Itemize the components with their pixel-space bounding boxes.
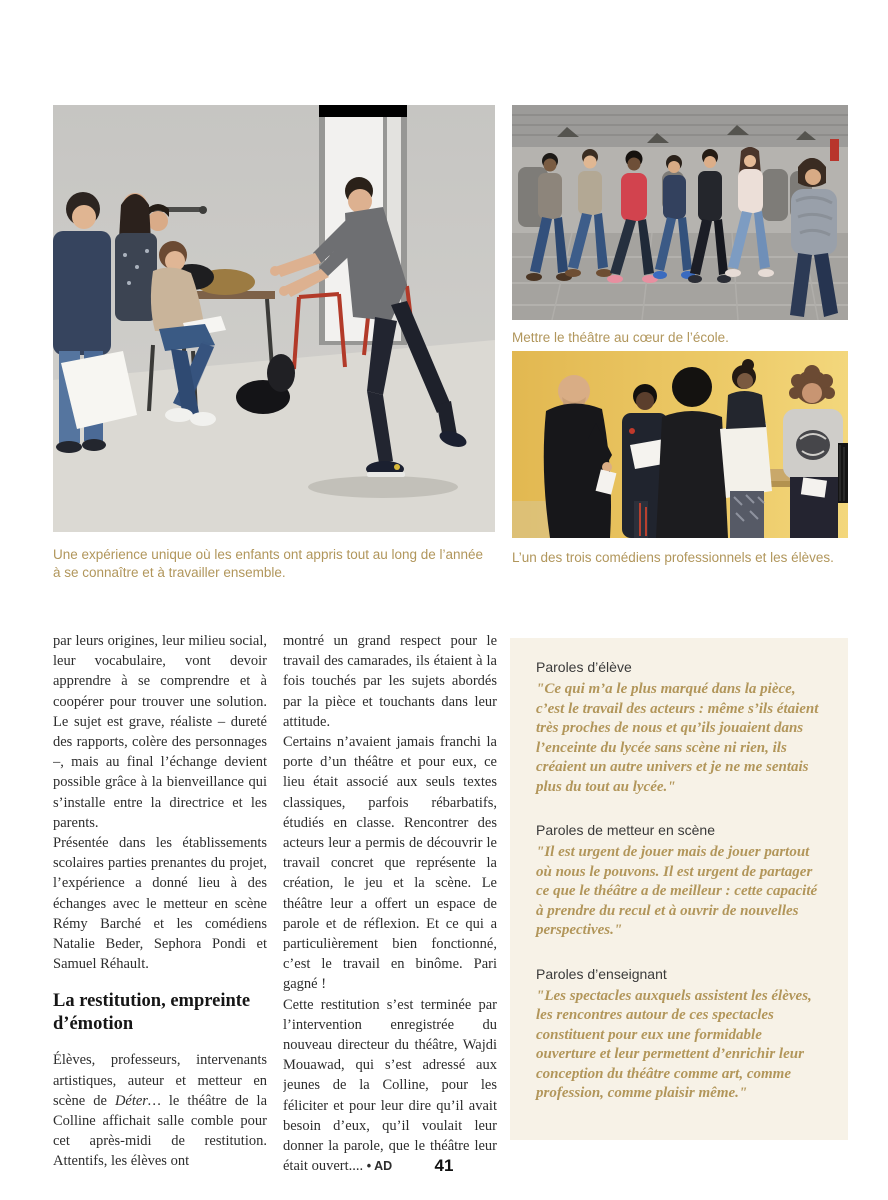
quote-text-teacher: "Les spectacles auxquels assistent les élèves, les rencontres autour de ces spectacles constituent pour eux une formidable ouverture et leur permettent d’enrichir leur conception du théâtre comme art, comme profession, comme plaisir même." bbox=[536, 987, 812, 1101]
quotes-panel bbox=[510, 638, 848, 1140]
quote-text-student: "Ce qui m’a le plus marqué dans la pièce, c’est le travail des acteurs : même s’ils étaient très proches de nous et qu’ils jouaient dans l’enceinte du lycée sans scène ni rien, ils créaient un autre univers et je ne me sentais plus du tout au lycée." bbox=[536, 681, 819, 795]
article-column-1 bbox=[53, 631, 267, 1176]
column1-p3-title-italic: Déter… bbox=[114, 1092, 161, 1109]
column2-paragraph-1: montré un grand respect pour le travail des camarades, ils étaient à la fois touchés par les sujets abordés par la pièce et touchants dans leur attitude. bbox=[283, 633, 497, 730]
main-photo-caption: Une expérience unique où les enfants ont appris tout au long de l’année à se connaître et à travailler ensemble. bbox=[53, 547, 484, 580]
quote-block-student bbox=[536, 658, 820, 797]
article-column-2 bbox=[283, 631, 497, 1176]
quote-label-director: Paroles de metteur en scène bbox=[536, 822, 715, 838]
section-heading: La restitution, empreinte d’émotion bbox=[53, 991, 251, 1035]
top-right-photo-caption: Mettre le théâtre au cœur de l’école. bbox=[512, 330, 729, 345]
quote-text-director: "Il est urgent de jouer mais de jouer partout où nous le pouvons. Il est urgent de partager ce que le théâtre a de meilleur : cette capacité à prendre du recul et à ouvrir de nouvelles perspectives." bbox=[536, 844, 818, 938]
quote-label-student: Paroles d’élève bbox=[536, 659, 632, 675]
column1-p3-post: le théâtre de la Colline affichait salle comble pour cet après-midi de restitution. Attentifs, les élèves ont bbox=[53, 1092, 267, 1170]
column2-paragraph-3 bbox=[283, 995, 497, 1176]
hall-photo-illustration bbox=[512, 105, 848, 320]
photo-students-walking-hall bbox=[512, 105, 848, 320]
page-number: 41 bbox=[434, 1156, 454, 1175]
quote-block-director bbox=[536, 821, 820, 941]
main-photo-classroom-rehearsal bbox=[53, 105, 495, 532]
author-signature: • AD bbox=[366, 1159, 393, 1174]
bottom-right-photo-caption: L’un des trois comédiens professionnels et les élèves. bbox=[512, 550, 834, 565]
yellow-room-photo-illustration bbox=[512, 351, 848, 538]
main-photo-illustration bbox=[53, 105, 495, 532]
quote-block-teacher bbox=[536, 965, 820, 1104]
quote-label-teacher: Paroles d’enseignant bbox=[536, 965, 667, 982]
column2-p3-text: Cette restitution s’est terminée par l’intervention enregistrée du nouveau directeur du théâtre, Wajdi Mouawad, qui s’est adressé aux jeunes de la Colline, pour les féliciter et pour leur dire qu’il avait besoin d’eux, qu’il voulait leur donner la parole, que le théâtre leur était ouvert.... bbox=[283, 996, 497, 1175]
column1-paragraph-1: par leurs origines, leur milieu social, leur vocabulaire, vont devoir apprendre à se comprendre et à coopérer pour trouver une solution. Le sujet est grave, réaliste – dureté des rapports, colère des personnages –, mais au final l’échange devient possible grâce à la bienveillance qui s’installe entre la directrice et les parents. bbox=[53, 633, 267, 831]
column1-p3-pre: Élèves, professeurs, intervenants artistiques, auteur et metteur en scène de bbox=[53, 1052, 267, 1109]
column1-paragraph-3 bbox=[53, 1050, 267, 1171]
photo-comedian-with-students bbox=[512, 351, 848, 538]
column1-paragraph-2: Présentée dans les établissements scolaires parties prenantes du projet, l’expérience a donné lieu à des échanges avec le metteur en scène Rémy Barché et les comédiens Natalie Beder, Sephora Pondi et Samuel Réhault. bbox=[53, 835, 267, 973]
column2-paragraph-2: Certains n’avaient jamais franchi la porte d’un théâtre et pour eux, ce lieu était associé aux seuls textes classiques, parfois rébarbatifs, étudiés en classe. Rencontrer des acteurs leur a permis de découvrir le travail concret que représente la création, le jeu et la scène. Le théâtre leur a offert un espace de parole et de réflexion. Et ce qui a particulièrement bien fonctionné, c’est le travail en binôme. Pari gagné ! bbox=[283, 734, 497, 993]
